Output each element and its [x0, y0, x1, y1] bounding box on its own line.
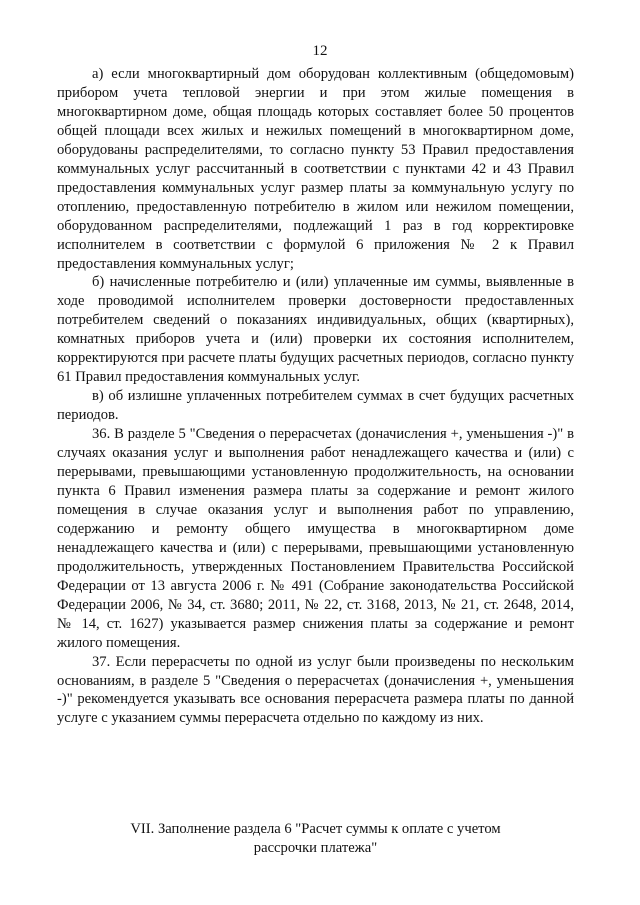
page-number: 12	[312, 43, 328, 59]
section-heading	[57, 820, 574, 858]
paragraph-36: 36. В разделе 5 "Сведения о перерасчетах (доначисления +, уменьшения -)" в случаях оказания услуг и выполнения работ ненадлежащего качества и (или) с перерывами, превышающими установленную продолжительность, на основании пункта 6 Правил изменения размера платы за содержание и ремонт жилого помещения в случае оказания услуг и выполнения работ по управлению, содержанию и ремонту общего имущества в многоквартирном доме ненадлежащего качества и (или) с перерывами, превышающими установленную продолжительность, утвержденных Постановлением Правительства Российской Федерации от 13 августа 2006 г. № 491 (Собрание законодательства Российской Федерации 2006, № 34, ст. 3680; 2011, № 22, ст. 3168, 2013, № 21, ст. 2648, 2014, № 14, ст. 1627) указывается размер снижения платы за содержание и ремонт жилого помещения.	[57, 426, 574, 651]
paragraph-v: в) об излишне уплаченных потребителем суммах в счет будущих расчетных периодов.	[57, 388, 574, 424]
paragraph-a: а) если многоквартирный дом оборудован коллективным (общедомовым) прибором учета тепловой энергии и при этом жилые помещения в многоквартирном доме, общая площадь которых составляет более 50 процентов общей площади всех жилых и нежилых помещений в многоквартирном доме, оборудованы распределителями, то согласно пункту 53 Правил предоставления коммунальных услуг рассчитанный в соответствии с пунктами 42 и 43 Правил предоставления коммунальных услуг размер платы за коммунальную услугу по отоплению, предоставленную потребителю в жилом или нежилом помещении, оборудованном распределителями, подлежащий 1 раз в год корректировке исполнителем в соответствии с формулой 6 приложения № 2 к Правил предоставления коммунальных услуг;	[57, 66, 574, 272]
paragraph-37: 37. Если перерасчеты по одной из услуг были произведены по нескольким основаниям, в разделе 5 "Сведения о перерасчетах (доначисления +, уменьшения -)" рекомендуется указывать все основания перерасчета размера платы по данной услуге с указанием суммы перерасчета отдельно по каждому из них.	[57, 653, 574, 727]
section-heading-line1: VII. Заполнение раздела 6 "Расчет суммы к оплате с учетом	[130, 821, 501, 837]
paragraph-b: б) начисленные потребителю и (или) уплаченные им суммы, выявленные в ходе проводимой исполнителем проверки достоверности предоставленных потребителем сведений о показаниях индивидуальных, общих (квартирных), комнатных приборов учета и (или) проверки их состояния исполнителем, корректируются при расчете платы будущих расчетных периодов, согласно пункту 61 Правил предоставления коммунальных услуг.	[57, 274, 574, 386]
body-text	[57, 65, 574, 728]
section-heading-line2: рассрочки платежа"	[253, 839, 378, 856]
